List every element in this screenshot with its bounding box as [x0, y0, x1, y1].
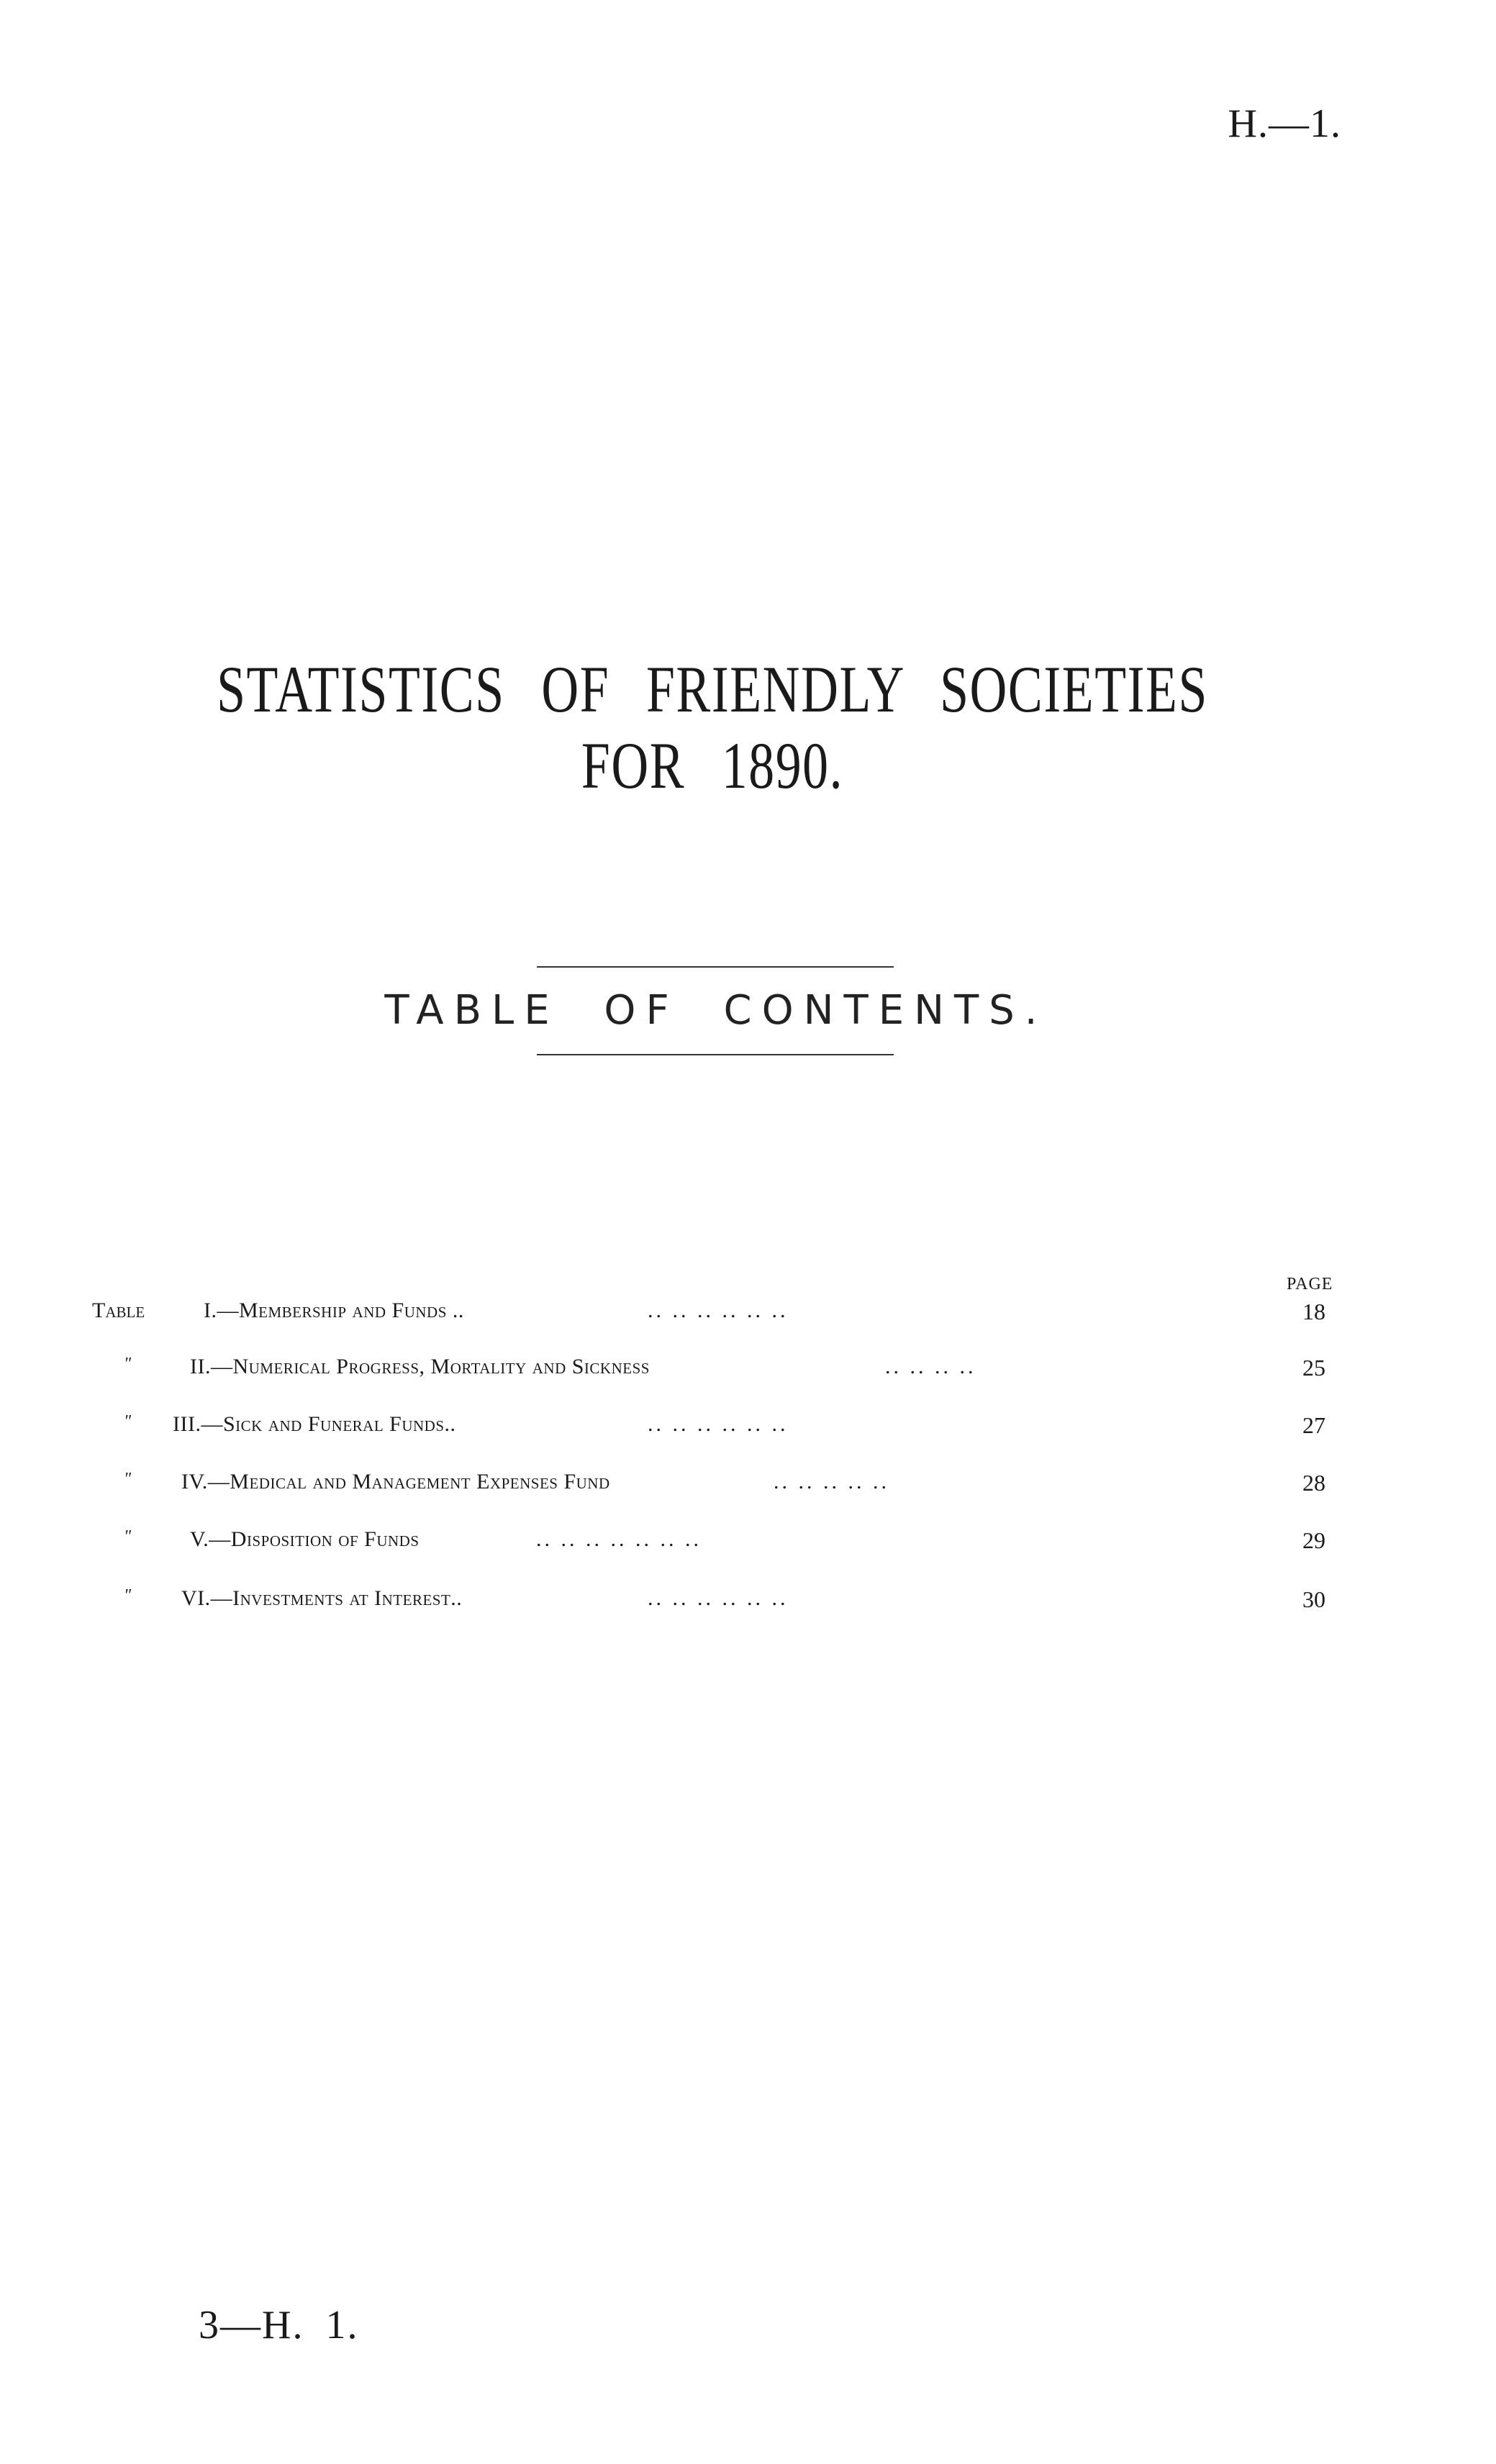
ditto-mark: " — [124, 1470, 132, 1488]
toc-leaders: .. .. .. .. .. .. — [648, 1412, 789, 1436]
toc-page-number: 30 — [1302, 1586, 1325, 1612]
toc-row — [0, 1470, 1496, 1506]
toc-entry: I.—Membership and Funds .. — [204, 1299, 464, 1322]
toc-leaders: .. .. .. .. .. .. — [648, 1299, 789, 1322]
toc-entry: VI.—Investments at Interest.. — [181, 1586, 463, 1610]
toc-row — [0, 1299, 1496, 1335]
toc-page-number: 29 — [1302, 1527, 1325, 1553]
toc-leaders: .. .. .. .. .. .. — [648, 1586, 789, 1610]
toc-entry: III.—Sick and Funeral Funds.. — [173, 1412, 456, 1436]
page-column-header: PAGE — [1287, 1275, 1333, 1294]
heading-rule-top — [537, 966, 894, 968]
page-reference: H.—1. — [1228, 101, 1341, 146]
toc-page-number: 28 — [1302, 1470, 1325, 1496]
table-label: Table — [92, 1299, 145, 1322]
toc-entry: IV.—Medical and Management Expenses Fund — [181, 1470, 610, 1494]
ditto-mark: " — [124, 1586, 132, 1605]
toc-row — [0, 1527, 1496, 1563]
toc-row — [0, 1412, 1496, 1448]
ditto-mark: " — [124, 1355, 132, 1373]
ditto-mark: " — [124, 1412, 132, 1431]
contents-heading: TABLE OF CONTENTS. — [384, 987, 1048, 1034]
toc-entry: II.—Numerical Progress, Mortality and Sickness — [190, 1355, 650, 1378]
toc-row — [0, 1586, 1496, 1622]
toc-row — [0, 1355, 1496, 1391]
ditto-mark: " — [124, 1527, 132, 1546]
toc-leaders: .. .. .. .. .. — [774, 1470, 889, 1494]
toc-page-number: 25 — [1302, 1355, 1325, 1381]
toc-entry: V.—Disposition of Funds — [190, 1527, 420, 1551]
toc-leaders: .. .. .. .. .. .. .. — [536, 1527, 702, 1551]
printer-signature: 3—H. 1. — [199, 2303, 359, 2347]
toc-page-number: 27 — [1302, 1412, 1325, 1438]
heading-rule-bottom — [537, 1054, 894, 1055]
toc-page-number: 18 — [1302, 1299, 1325, 1324]
toc-leaders: .. .. .. .. — [885, 1355, 976, 1378]
document-title: STATISTICS OF FRIENDLY SOCIETIES FOR 1890. — [217, 653, 1208, 802]
